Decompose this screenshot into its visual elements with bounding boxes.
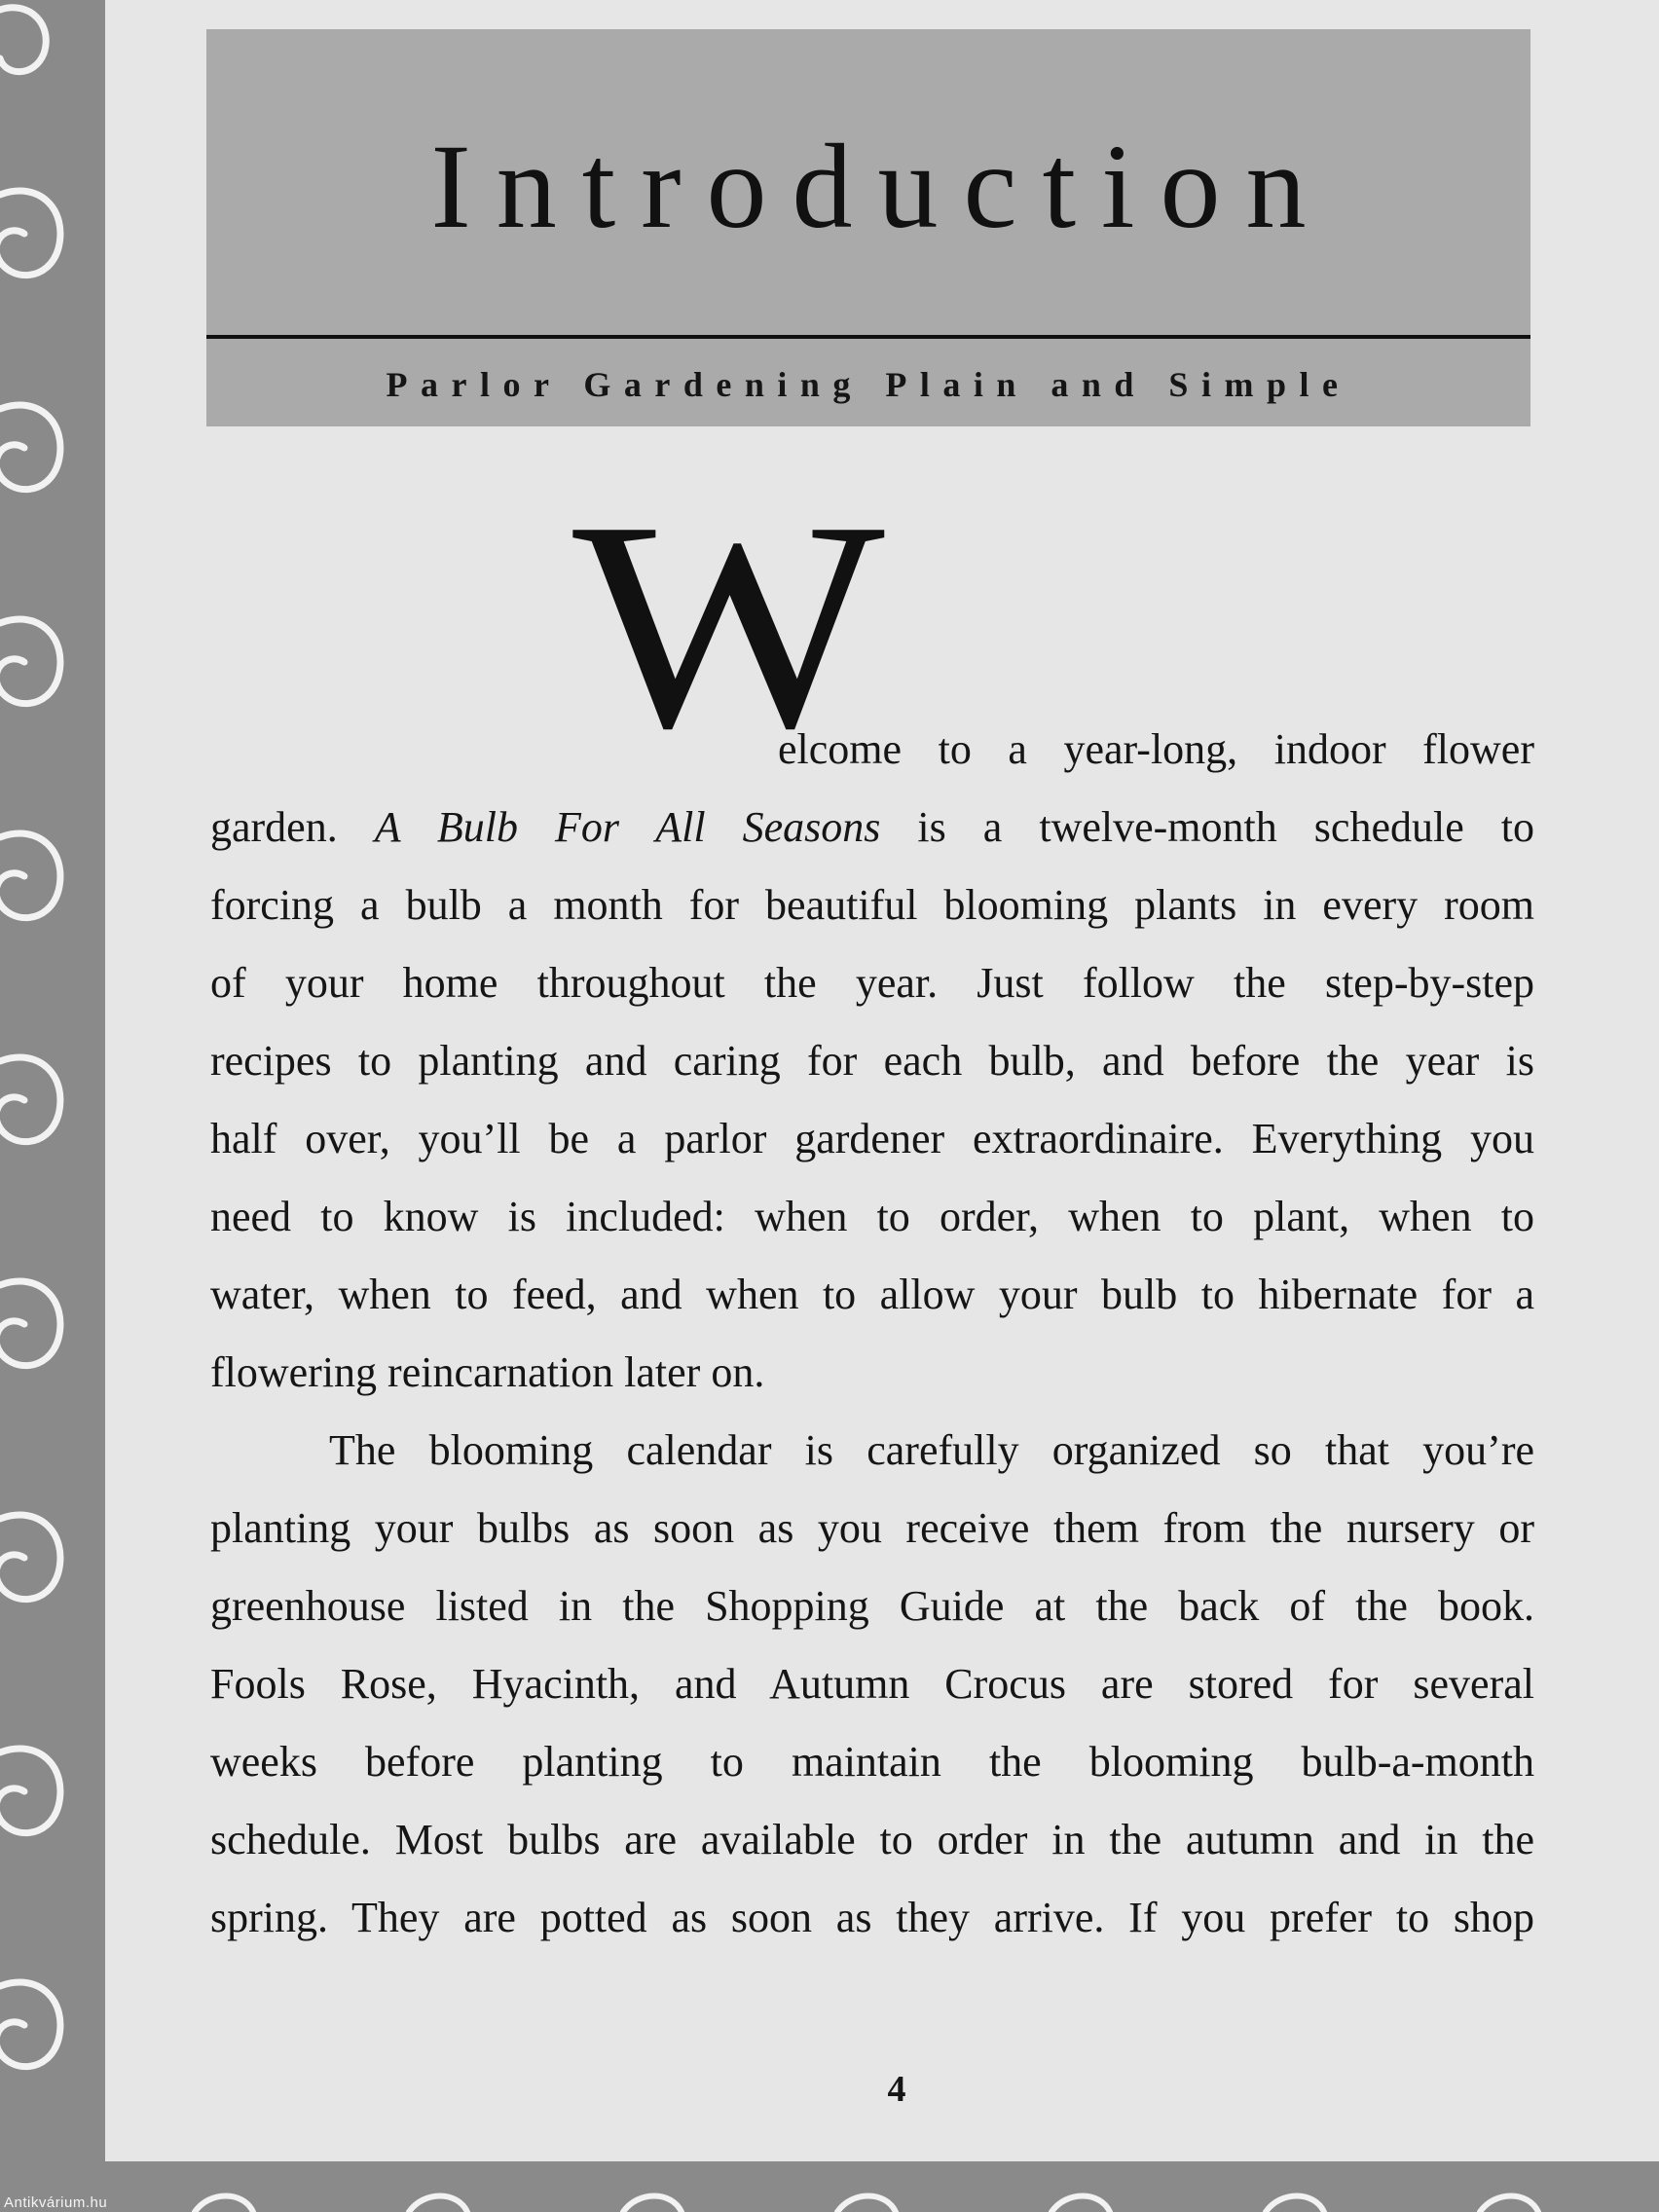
text-line: The blooming calendar is carefully organized so that you’re [329, 1426, 1534, 1474]
text-line: need to know is included: when to order, when to plant, when to [210, 1193, 1534, 1240]
text-line: half over, you’ll be a parlor gardener extraordinaire. Everything you [210, 1115, 1534, 1162]
spiral-icon [0, 191, 60, 276]
paragraph-2 [210, 1412, 1534, 1957]
book-title: A Bulb For All Seasons [374, 803, 881, 851]
spiral-bottom-pattern [0, 2161, 1659, 2212]
text-line: greenhouse listed in the Shopping Guide at the back of the book. [210, 1582, 1534, 1630]
text-line: planting your bulbs as soon as you receive them from the nursery or [210, 1504, 1534, 1552]
spiral-icon [623, 2196, 682, 2212]
text-line: flowering reincarnation later on. [210, 1348, 765, 1396]
spiral-border-pattern [0, 0, 108, 2212]
body-text [210, 711, 1534, 1957]
spiral-icon [0, 405, 60, 490]
text-line: water, when to feed, and when to allow your bulb to hibernate for a [210, 1271, 1534, 1318]
spiral-icon [0, 1749, 60, 1833]
spiral-icon [195, 2196, 253, 2212]
text-line: Fools Rose, Hyacinth, and Autumn Crocus are stored for several [210, 1660, 1534, 1708]
chapter-subtitle: Parlor Gardening Plain and Simple [386, 365, 1351, 404]
text-fragment: garden. [210, 803, 375, 851]
book-page [105, 0, 1659, 2161]
spiral-icon [0, 619, 60, 704]
spiral-icon [0, 1515, 60, 1600]
spiral-icon [0, 1057, 60, 1142]
spiral-icon [409, 2196, 467, 2212]
spiral-icon [1051, 2196, 1110, 2212]
text-line: recipes to planting and caring for each bulb, and before the year is [210, 1037, 1534, 1085]
text-line [210, 789, 1534, 866]
page-number: 4 [887, 2069, 906, 2110]
drop-cap: W [572, 459, 885, 791]
text-line: weeks before planting to maintain the blooming bulb-a-month [210, 1738, 1534, 1786]
text-line: forcing a bulb a month for beautiful blooming plants in every room [210, 881, 1534, 929]
paragraph-1 [210, 711, 1534, 1412]
header-divider [206, 335, 1530, 339]
watermark: Antikvárium.hu [4, 2194, 108, 2211]
text-fragment: is a twelve-month schedule to [880, 803, 1534, 851]
spiral-icon [1266, 2196, 1324, 2212]
text-line: elcome to a year-long, indoor flower [778, 725, 1534, 773]
bottom-decorative-border [0, 2161, 1659, 2212]
chapter-title: Introduction [430, 120, 1332, 253]
spiral-icon [1480, 2196, 1538, 2212]
spiral-icon [0, 1281, 60, 1366]
spiral-icon [837, 2196, 896, 2212]
spiral-icon [0, 833, 60, 918]
text-line: spring. They are potted as soon as they arrive. If you prefer to shop [210, 1894, 1534, 1941]
text-line: of your home throughout the year. Just follow the step-by-step [210, 959, 1534, 1007]
text-line: schedule. Most bulbs are available to order in the autumn and in the [210, 1816, 1534, 1863]
left-decorative-border [0, 0, 108, 2212]
chapter-header [206, 29, 1530, 426]
spiral-icon [0, 8, 46, 72]
spiral-icon [0, 1982, 60, 2067]
